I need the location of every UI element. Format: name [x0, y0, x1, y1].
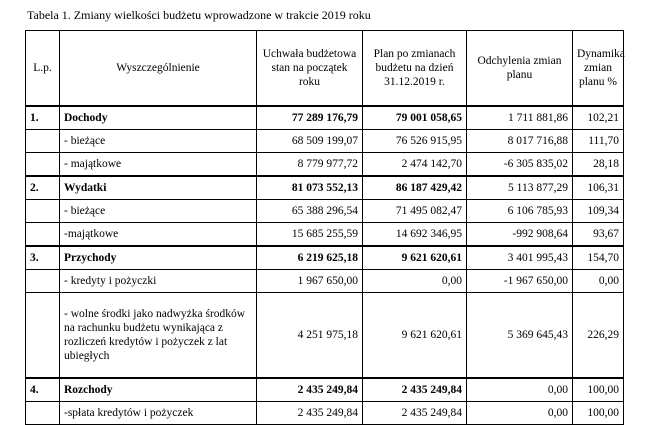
cell-name: Dochody: [60, 106, 257, 130]
header-initial: Uchwała budżetowa stan na początek roku: [257, 31, 363, 107]
cell-initial: 77 289 176,79: [257, 106, 363, 130]
cell-dynamics: 154,70: [573, 246, 624, 270]
cell-dynamics: 28,18: [573, 153, 624, 177]
cell-lp: [26, 153, 60, 177]
header-row: [26, 31, 624, 107]
cell-lp: [26, 270, 60, 293]
cell-deviation: 0,00: [467, 402, 573, 425]
cell-dynamics: 226,29: [573, 293, 624, 379]
cell-lp: 4.: [26, 378, 60, 402]
cell-initial: 8 779 977,72: [257, 153, 363, 177]
cell-plan: 71 495 082,47: [363, 200, 467, 223]
table-row: [26, 378, 624, 402]
cell-lp: [26, 223, 60, 247]
cell-deviation: -992 908,64: [467, 223, 573, 247]
cell-dynamics: 102,21: [573, 106, 624, 130]
table-row: [26, 130, 624, 153]
header-lp: L.p.: [26, 31, 60, 107]
cell-name: - kredyty i pożyczki: [60, 270, 257, 293]
cell-name: - wolne środki jako nadwyżka środków na rachunku budżetu wynikająca z rozliczeń kredytów i pożyczek z lat ubiegłych: [60, 293, 257, 379]
cell-name: - bieżące: [60, 200, 257, 223]
cell-initial: 15 685 255,59: [257, 223, 363, 247]
cell-dynamics: 100,00: [573, 402, 624, 425]
cell-deviation: -6 305 835,02: [467, 153, 573, 177]
cell-dynamics: 111,70: [573, 130, 624, 153]
cell-lp: [26, 130, 60, 153]
cell-deviation: 5 113 877,29: [467, 176, 573, 200]
cell-plan: 79 001 058,65: [363, 106, 467, 130]
cell-lp: 3.: [26, 246, 60, 270]
cell-name: Rozchody: [60, 378, 257, 402]
cell-plan: 2 474 142,70: [363, 153, 467, 177]
budget-table: [25, 30, 624, 425]
cell-initial: 6 219 625,18: [257, 246, 363, 270]
cell-lp: [26, 200, 60, 223]
cell-plan: 86 187 429,42: [363, 176, 467, 200]
cell-initial: 2 435 249,84: [257, 378, 363, 402]
header-plan: Plan po zmianach budżetu na dzień 31.12.2019 r.: [363, 31, 467, 107]
cell-plan: 0,00: [363, 270, 467, 293]
cell-name: -majątkowe: [60, 223, 257, 247]
cell-dynamics: 100,00: [573, 378, 624, 402]
cell-initial: 81 073 552,13: [257, 176, 363, 200]
cell-dynamics: 0,00: [573, 270, 624, 293]
cell-deviation: 0,00: [467, 378, 573, 402]
table-caption: Tabela 1. Zmiany wielkości budżetu wprowadzone w trakcie 2019 roku: [27, 8, 371, 22]
cell-plan: 9 621 620,61: [363, 293, 467, 379]
cell-name: Wydatki: [60, 176, 257, 200]
cell-deviation: 6 106 785,93: [467, 200, 573, 223]
cell-plan: 2 435 249,84: [363, 378, 467, 402]
cell-initial: 2 435 249,84: [257, 402, 363, 425]
cell-deviation: -1 967 650,00: [467, 270, 573, 293]
cell-dynamics: 109,34: [573, 200, 624, 223]
header-name: Wyszczególnienie: [60, 31, 257, 107]
cell-name: - majątkowe: [60, 153, 257, 177]
table-row: [26, 293, 624, 379]
cell-lp: 1.: [26, 106, 60, 130]
table-row: [26, 402, 624, 425]
cell-plan: 2 435 249,84: [363, 402, 467, 425]
header-deviation: Odchylenia zmian planu: [467, 31, 573, 107]
cell-name: - bieżące: [60, 130, 257, 153]
cell-name: Przychody: [60, 246, 257, 270]
table-row: [26, 200, 624, 223]
cell-initial: 4 251 975,18: [257, 293, 363, 379]
cell-lp: 2.: [26, 176, 60, 200]
table-row: [26, 270, 624, 293]
header-dynamics: Dynamika zmian planu %: [573, 31, 624, 107]
table-row: [26, 153, 624, 177]
cell-initial: 65 388 296,54: [257, 200, 363, 223]
table-row: [26, 106, 624, 130]
cell-plan: 9 621 620,61: [363, 246, 467, 270]
cell-name: -spłata kredytów i pożyczek: [60, 402, 257, 425]
table-row: [26, 223, 624, 247]
cell-deviation: 3 401 995,43: [467, 246, 573, 270]
cell-deviation: 8 017 716,88: [467, 130, 573, 153]
cell-plan: 76 526 915,95: [363, 130, 467, 153]
cell-lp: [26, 402, 60, 425]
cell-dynamics: 106,31: [573, 176, 624, 200]
cell-deviation: 5 369 645,43: [467, 293, 573, 379]
cell-lp: [26, 293, 60, 379]
cell-plan: 14 692 346,95: [363, 223, 467, 247]
cell-initial: 68 509 199,07: [257, 130, 363, 153]
cell-dynamics: 93,67: [573, 223, 624, 247]
table-row: [26, 176, 624, 200]
cell-deviation: 1 711 881,86: [467, 106, 573, 130]
cell-initial: 1 967 650,00: [257, 270, 363, 293]
table-row: [26, 246, 624, 270]
